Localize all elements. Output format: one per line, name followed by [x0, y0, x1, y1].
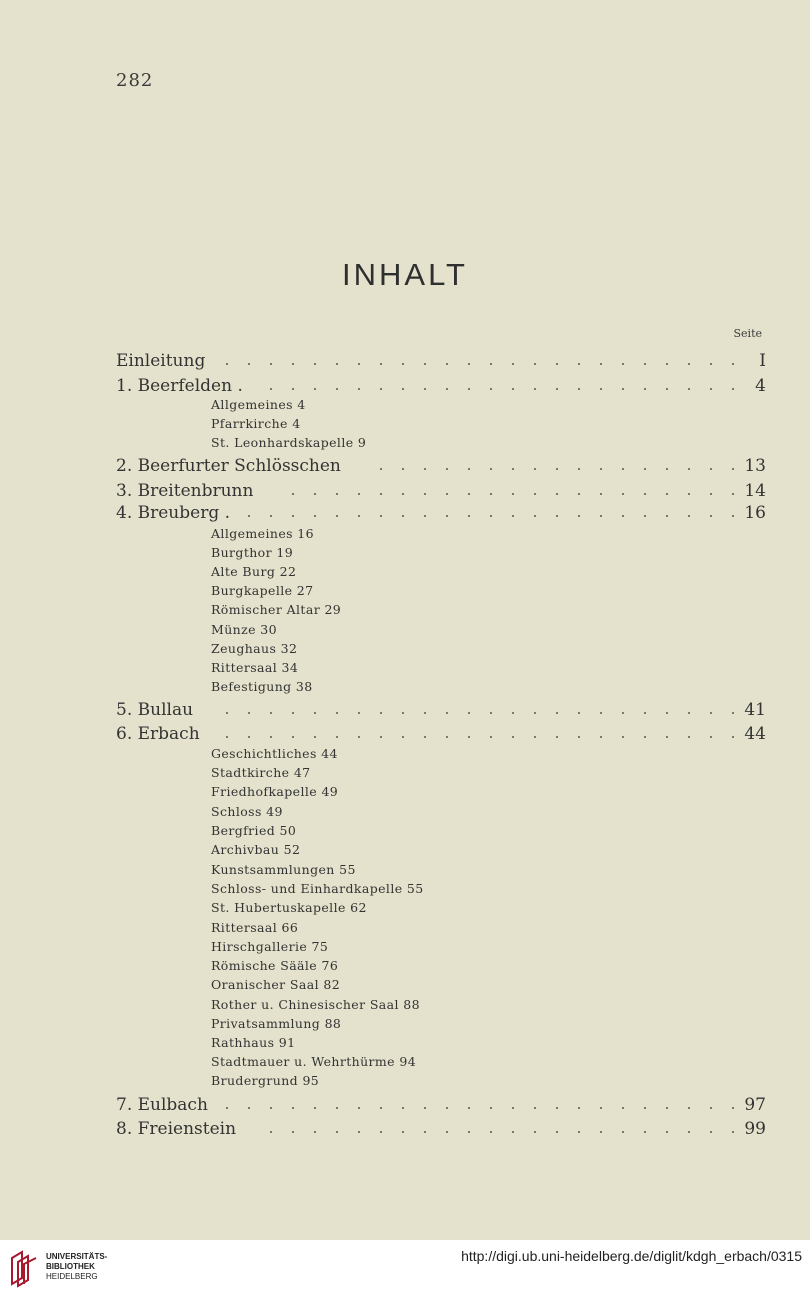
leader-dot: [468, 468, 470, 470]
leader-dot: [248, 515, 250, 517]
leader-dot: [446, 493, 448, 495]
toc-entry: [116, 350, 766, 372]
leader-dot: [710, 736, 712, 738]
leader-dot: [644, 515, 646, 517]
leader-dot: [446, 515, 448, 517]
leader-dot: [248, 712, 250, 714]
leader-dot: [424, 493, 426, 495]
leader-dot: [336, 712, 338, 714]
leader-dot: [380, 363, 382, 365]
leader-dot: [358, 515, 360, 517]
toc-entry-page: 4: [755, 376, 766, 396]
leader-dot: [292, 515, 294, 517]
toc-entry-page: I: [759, 351, 766, 371]
leader-dot: [292, 493, 294, 495]
leader-dot: [380, 712, 382, 714]
leader-dot: [380, 468, 382, 470]
leader-dot: [688, 388, 690, 390]
toc-entry-page: 14: [744, 481, 766, 501]
leader-dot: [226, 736, 228, 738]
leader-dot: [622, 363, 624, 365]
toc-subentry: Zeughaus 32: [211, 641, 298, 656]
leader-dot: [402, 493, 404, 495]
leader-dot: [556, 468, 558, 470]
leader-dot: [578, 468, 580, 470]
leader-dot: [512, 363, 514, 365]
leader-dot: [314, 1131, 316, 1133]
toc-entry-label: 1. Beerfelden .: [116, 376, 243, 396]
leader-dot: [688, 1131, 690, 1133]
leader-dot: [666, 363, 668, 365]
toc-entry: [116, 480, 766, 502]
leader-dot: [468, 515, 470, 517]
leader-dot: [556, 515, 558, 517]
leader-dot: [666, 1131, 668, 1133]
leader-dot: [732, 1107, 734, 1109]
leader-dot: [270, 388, 272, 390]
leader-dot: [732, 468, 734, 470]
toc-entry: [116, 502, 766, 524]
leader-dot: [732, 736, 734, 738]
leader-dot: [644, 736, 646, 738]
leader-dot: [446, 468, 448, 470]
toc-entry-label: 2. Beerfurter Schlösschen: [116, 456, 341, 476]
leader-dot: [644, 388, 646, 390]
leader-dot: [534, 493, 536, 495]
leader-dot: [358, 363, 360, 365]
toc-entry: [116, 699, 766, 721]
leader-dot: [534, 712, 536, 714]
leader-dot: [578, 493, 580, 495]
leader-dot: [644, 363, 646, 365]
leader-dot: [490, 388, 492, 390]
leader-dot: [512, 493, 514, 495]
leader-dot: [336, 736, 338, 738]
leader-dot: [358, 1131, 360, 1133]
leader-dot: [666, 736, 668, 738]
toc-subentry: Schloss- und Einhardkapelle 55: [211, 881, 424, 896]
leader-dot: [622, 515, 624, 517]
leader-dot: [468, 1131, 470, 1133]
leader-dot: [622, 736, 624, 738]
toc-entry-page: 41: [744, 700, 766, 720]
leader-dot: [512, 1131, 514, 1133]
dot-leader: [116, 1094, 736, 1116]
leader-dot: [402, 1131, 404, 1133]
leader-dot: [600, 1131, 602, 1133]
leader-dot: [556, 1107, 558, 1109]
dot-leader: [116, 699, 736, 721]
leader-dot: [622, 493, 624, 495]
page-title: INHALT: [342, 257, 468, 292]
leader-dot: [512, 468, 514, 470]
leader-dot: [600, 468, 602, 470]
leader-dot: [446, 1107, 448, 1109]
leader-dot: [600, 736, 602, 738]
leader-dot: [424, 388, 426, 390]
leader-dot: [512, 712, 514, 714]
leader-dot: [666, 388, 668, 390]
toc-entry-label: 7. Eulbach: [116, 1095, 208, 1115]
leader-dot: [534, 363, 536, 365]
leader-dot: [710, 363, 712, 365]
toc-entry-page: 44: [744, 724, 766, 744]
toc-entry-label: Einleitung: [116, 351, 206, 371]
leader-dot: [314, 388, 316, 390]
leader-dot: [468, 388, 470, 390]
toc-subentry: Rittersaal 66: [211, 920, 299, 935]
toc-entry-label: 5. Bullau: [116, 700, 194, 720]
leader-dot: [644, 493, 646, 495]
leader-dot: [578, 1107, 580, 1109]
leader-dot: [512, 515, 514, 517]
leader-dot: [666, 712, 668, 714]
leader-dot: [424, 1107, 426, 1109]
leader-dot: [270, 1107, 272, 1109]
leader-dot: [534, 468, 536, 470]
leader-dot: [314, 493, 316, 495]
leader-dot: [336, 493, 338, 495]
toc-subentry: St. Hubertuskapelle 62: [211, 900, 367, 915]
library-name: [46, 1252, 107, 1282]
leader-dot: [446, 736, 448, 738]
leader-dot: [446, 363, 448, 365]
leader-dot: [732, 493, 734, 495]
leader-dot: [732, 388, 734, 390]
leader-dot: [226, 712, 228, 714]
leader-dot: [358, 1107, 360, 1109]
leader-dot: [314, 515, 316, 517]
leader-dot: [314, 1107, 316, 1109]
leader-dot: [644, 1131, 646, 1133]
leader-dot: [380, 515, 382, 517]
leader-dot: [292, 1107, 294, 1109]
leader-dot: [578, 363, 580, 365]
leader-dot: [314, 712, 316, 714]
leader-dot: [512, 736, 514, 738]
leader-dot: [446, 388, 448, 390]
leader-dot: [512, 1107, 514, 1109]
leader-dot: [490, 493, 492, 495]
leader-dot: [666, 468, 668, 470]
leader-dot: [402, 515, 404, 517]
leader-dot: [688, 736, 690, 738]
viewer-footer: [0, 1240, 810, 1298]
toc-subentry: Bergfried 50: [211, 823, 297, 838]
leader-dot: [424, 736, 426, 738]
leader-dot: [292, 1131, 294, 1133]
leader-dot: [226, 363, 228, 365]
leader-dot: [556, 493, 558, 495]
leader-dot: [270, 712, 272, 714]
leader-dot: [710, 1107, 712, 1109]
toc-entry-label: 6. Erbach: [116, 724, 200, 744]
leader-dot: [556, 736, 558, 738]
leader-dot: [732, 515, 734, 517]
toc-subentry: Burgkapelle 27: [211, 583, 314, 598]
leader-dot: [710, 712, 712, 714]
leader-dot: [292, 712, 294, 714]
leader-dot: [402, 712, 404, 714]
leader-dot: [490, 712, 492, 714]
leader-dot: [710, 468, 712, 470]
toc-subentry: Kunstsammlungen 55: [211, 862, 356, 877]
toc-entry: [116, 1118, 766, 1140]
leader-dot: [336, 515, 338, 517]
leader-dot: [556, 388, 558, 390]
leader-dot: [358, 736, 360, 738]
leader-dot: [402, 468, 404, 470]
leader-dot: [644, 712, 646, 714]
toc-entry-label: 8. Freienstein: [116, 1119, 237, 1139]
toc-subentry: Oranischer Saal 82: [211, 977, 341, 992]
leader-dot: [248, 1107, 250, 1109]
toc-entry: [116, 1094, 766, 1116]
page-number: 282: [116, 70, 154, 91]
leader-dot: [578, 736, 580, 738]
leader-dot: [732, 712, 734, 714]
dot-leader: [116, 723, 736, 745]
toc-subentry: Schloss 49: [211, 804, 283, 819]
leader-dot: [688, 712, 690, 714]
leader-dot: [556, 712, 558, 714]
leader-dot: [600, 712, 602, 714]
seite-column-label: Seite: [733, 327, 762, 340]
leader-dot: [292, 363, 294, 365]
university-library-logo-icon[interactable]: [8, 1248, 40, 1288]
leader-dot: [600, 1107, 602, 1109]
leader-dot: [380, 493, 382, 495]
toc-entry: [116, 723, 766, 745]
leader-dot: [314, 736, 316, 738]
leader-dot: [248, 736, 250, 738]
leader-dot: [336, 388, 338, 390]
leader-dot: [468, 736, 470, 738]
leader-dot: [468, 363, 470, 365]
leader-dot: [578, 712, 580, 714]
toc-subentry: Befestigung 38: [211, 679, 313, 694]
leader-dot: [490, 363, 492, 365]
toc-subentry: Römischer Altar 29: [211, 602, 342, 617]
leader-dot: [666, 515, 668, 517]
leader-dot: [446, 1131, 448, 1133]
leader-dot: [490, 736, 492, 738]
toc-subentry: Brudergrund 95: [211, 1073, 320, 1088]
toc-subentry: St. Leonhardskapelle 9: [211, 435, 367, 450]
leader-dot: [424, 712, 426, 714]
leader-dot: [600, 493, 602, 495]
toc-subentry: Burgthor 19: [211, 545, 294, 560]
leader-dot: [336, 363, 338, 365]
leader-dot: [688, 515, 690, 517]
leader-dot: [490, 468, 492, 470]
toc-subentry: Rathhaus 91: [211, 1035, 296, 1050]
leader-dot: [534, 515, 536, 517]
leader-dot: [688, 1107, 690, 1109]
toc-subentry: Rittersaal 34: [211, 660, 299, 675]
toc-subentry: Geschichtliches 44: [211, 746, 338, 761]
leader-dot: [336, 1131, 338, 1133]
leader-dot: [490, 1131, 492, 1133]
leader-dot: [424, 363, 426, 365]
leader-dot: [600, 515, 602, 517]
leader-dot: [688, 493, 690, 495]
dot-leader: [116, 350, 736, 372]
leader-dot: [468, 712, 470, 714]
toc-entry: [116, 455, 766, 477]
leader-dot: [666, 493, 668, 495]
leader-dot: [578, 515, 580, 517]
toc-entry-page: 99: [744, 1119, 766, 1139]
toc-entry-page: 16: [744, 503, 766, 523]
leader-dot: [380, 1131, 382, 1133]
toc-subentry: Archivbau 52: [211, 842, 301, 857]
leader-dot: [380, 388, 382, 390]
leader-dot: [380, 736, 382, 738]
leader-dot: [556, 1131, 558, 1133]
leader-dot: [600, 363, 602, 365]
leader-dot: [270, 1131, 272, 1133]
leader-dot: [710, 493, 712, 495]
leader-dot: [622, 468, 624, 470]
leader-dot: [490, 515, 492, 517]
leader-dot: [468, 493, 470, 495]
leader-dot: [270, 736, 272, 738]
leader-dot: [732, 363, 734, 365]
leader-dot: [622, 388, 624, 390]
toc-subentry: Allgemeines 16: [211, 526, 315, 541]
toc-entry-label: 3. Breitenbrunn: [116, 481, 254, 501]
leader-dot: [666, 1107, 668, 1109]
toc-subentry: Pfarrkirche 4: [211, 416, 301, 431]
leader-dot: [424, 1131, 426, 1133]
leader-dot: [534, 1131, 536, 1133]
library-name-line: HEIDELBERG: [46, 1272, 98, 1281]
leader-dot: [622, 712, 624, 714]
leader-dot: [380, 1107, 382, 1109]
leader-dot: [600, 388, 602, 390]
leader-dot: [292, 736, 294, 738]
leader-dot: [424, 515, 426, 517]
leader-dot: [490, 1107, 492, 1109]
leader-dot: [226, 1107, 228, 1109]
leader-dot: [534, 736, 536, 738]
leader-dot: [424, 468, 426, 470]
toc-entry: [116, 375, 766, 397]
leader-dot: [534, 1107, 536, 1109]
leader-dot: [688, 468, 690, 470]
leader-dot: [578, 1131, 580, 1133]
toc-subentry: Allgemeines 4: [211, 397, 306, 412]
toc-subentry: Friedhofkapelle 49: [211, 784, 339, 799]
leader-dot: [270, 363, 272, 365]
leader-dot: [402, 1107, 404, 1109]
toc-entry-label: 4. Breuberg .: [116, 503, 231, 523]
leader-dot: [270, 515, 272, 517]
toc-subentry: Privatsammlung 88: [211, 1016, 342, 1031]
leader-dot: [578, 388, 580, 390]
leader-dot: [732, 1131, 734, 1133]
leader-dot: [358, 388, 360, 390]
toc-subentry: Römische Sääle 76: [211, 958, 339, 973]
leader-dot: [710, 515, 712, 517]
leader-dot: [622, 1107, 624, 1109]
leader-dot: [248, 363, 250, 365]
leader-dot: [292, 388, 294, 390]
library-name-line: UNIVERSITÄTS-: [46, 1252, 108, 1261]
leader-dot: [644, 468, 646, 470]
toc-subentry: Hirschgallerie 75: [211, 939, 329, 954]
toc-subentry: Münze 30: [211, 622, 277, 637]
leader-dot: [358, 493, 360, 495]
library-name-line: BIBLIOTHEK: [46, 1262, 95, 1271]
toc-subentry: Stadtmauer u. Wehrthürme 94: [211, 1054, 417, 1069]
leader-dot: [512, 388, 514, 390]
leader-dot: [402, 388, 404, 390]
leader-dot: [358, 712, 360, 714]
toc-entry-page: 97: [744, 1095, 766, 1115]
toc-subentry: Alte Burg 22: [211, 564, 297, 579]
toc-subentry: Stadtkirche 47: [211, 765, 311, 780]
permalink-url[interactable]: http://digi.ub.uni-heidelberg.de/diglit/kdgh_erbach/0315: [461, 1248, 802, 1264]
leader-dot: [336, 1107, 338, 1109]
leader-dot: [710, 1131, 712, 1133]
toc-subentry: Rother u. Chinesischer Saal 88: [211, 997, 420, 1012]
leader-dot: [446, 712, 448, 714]
leader-dot: [644, 1107, 646, 1109]
leader-dot: [314, 363, 316, 365]
leader-dot: [534, 388, 536, 390]
leader-dot: [622, 1131, 624, 1133]
leader-dot: [710, 388, 712, 390]
leader-dot: [468, 1107, 470, 1109]
toc-entry-page: 13: [744, 456, 766, 476]
leader-dot: [402, 363, 404, 365]
leader-dot: [556, 363, 558, 365]
leader-dot: [402, 736, 404, 738]
leader-dot: [688, 363, 690, 365]
